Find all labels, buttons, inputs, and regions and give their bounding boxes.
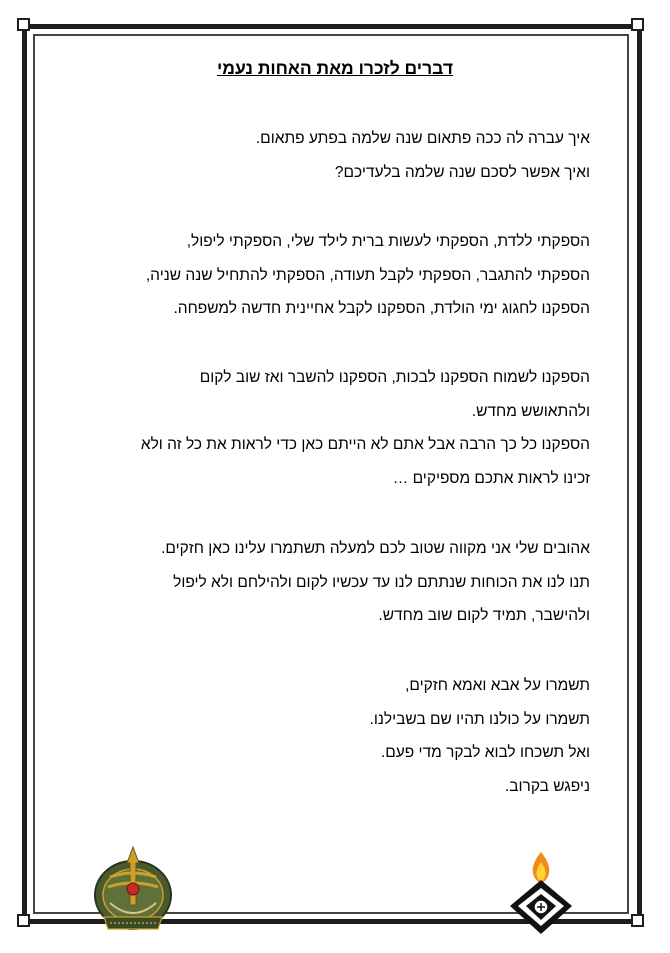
text-line: הספקנו לשמוח הספקנו לבכות, הספקנו להשבר ואז שוב לקום xyxy=(199,369,590,386)
paragraph-4 xyxy=(60,532,590,633)
text-line: תשמרו על אבא ואמא חזקים, xyxy=(405,677,590,694)
text-line: ולהישבר, תמיד לקום שוב מחדש. xyxy=(378,607,590,624)
paragraph-2 xyxy=(60,225,590,326)
frame-corner-bottom-left xyxy=(17,914,30,927)
text-line: הספקתי להתגבר, הספקתי לקבל תעודה, הספקתי להתחיל שנה שניה, xyxy=(145,266,590,284)
text-line: הספקתי ללדת, הספקתי לעשות ברית לילד שלי, הספקתי ליפול, xyxy=(186,233,590,250)
text-line: תשמרו על כולנו תהיו שם בשבילנו. xyxy=(369,710,590,728)
frame-corner-bottom-right xyxy=(631,914,644,927)
frame-corner-top-right xyxy=(631,18,644,31)
military-emblem-icon xyxy=(92,843,174,935)
paragraph-5 xyxy=(60,669,590,803)
text-line: ניפגש בקרוב. xyxy=(504,777,590,795)
text-line: תנו לנו את הכוחות שנתתם לנו עד עכשיו לקום ולהילחם ולא ליפול xyxy=(173,573,590,591)
text-line: איך עברה לה ככה פתאום שנה שלמה בפתע פתאום. xyxy=(255,130,590,147)
document-page xyxy=(60,0,610,953)
paragraph-1 xyxy=(60,122,590,189)
text-line: ואיך אפשר לסכם שנה שלמה בלעדיכם? xyxy=(334,163,590,181)
text-line: אהובים שלי אני מקווה שטוב לכם למעלה תשתמרו עלינו כאן חזקים. xyxy=(161,540,590,557)
frame-corner-top-left xyxy=(17,18,30,31)
text-line: הספקנו כל כך הרבה אבל אתם לא הייתם כאן כדי לראות את כל זה ולא xyxy=(140,436,590,453)
text-line: ולהתאושש מחדש. xyxy=(471,402,590,420)
paragraph-3 xyxy=(60,361,590,495)
text-line: זכינו לראות אתכם מספיקים … xyxy=(392,469,590,487)
text-line: הספקנו לחגוג ימי הולדת, הספקנו לקבל אחיינית חדשה למשפחה. xyxy=(173,300,590,317)
document-title: דברים לזכרו מאת האחות נעמי xyxy=(216,58,454,78)
memorial-flame-icon xyxy=(506,850,576,936)
text-line: ואל תשכחו לבוא לבקר מדי פעם. xyxy=(380,744,590,761)
